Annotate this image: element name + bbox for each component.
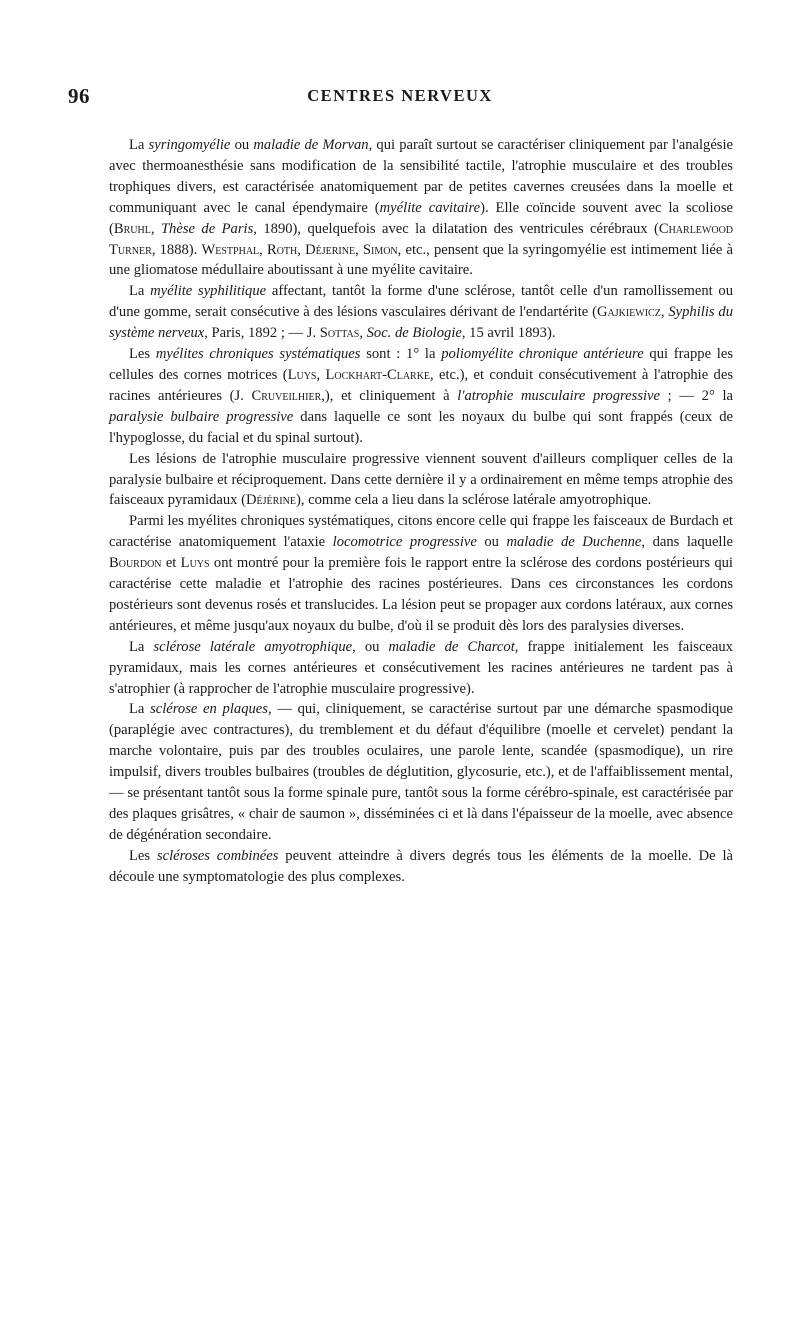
text-run: ; — 2° la (660, 387, 733, 404)
italic-term: myélites chroniques systématiques (155, 346, 361, 363)
author-name: Bourdon (109, 555, 162, 572)
text-run: ont montré pour la première fois le rapport entre la sclérose des cordons postérieurs qui caractérise cette maladie et l'atrophie des racines postérieures. Dans ces circonstances les cordons postérieurs sont devenus rosés et translucides. La lésion peut se propager aux cordons latéraux, aux cornes antérieures, et même jusqu'aux noyaux du bulbe, d'où il se produit dès lors des paralysies diverses. (109, 555, 733, 634)
text-run: Les (129, 346, 156, 363)
text-run: qui frappe les cellules des cornes motrices ( (109, 346, 733, 383)
author-name: Simon (362, 241, 398, 258)
italic-term: maladie de Morvan (253, 137, 369, 153)
page-header (0, 84, 800, 114)
paragraph-ataxie-locomotrice (109, 511, 733, 636)
author-name: Charlewood Turner (109, 220, 734, 258)
paragraph-sclerose-laterale (109, 637, 733, 700)
text-run: La (129, 137, 149, 153)
italic-term: scléroses combinées (156, 847, 279, 864)
paragraph-syringomyelie (109, 135, 733, 281)
text-run: La (129, 701, 151, 718)
italic-term: Syphilis du système nerveux (109, 304, 733, 342)
text-run: ,), et cliniquement à (321, 387, 458, 404)
text-run: , frappe initialement les faisceaux pyramidaux, mais les cornes antérieures et consécutivement les racines antérieures ne tardent pas à s'atrophier (à rapprocher de l'atrophie musculaire progressive). (109, 638, 733, 697)
text-run: , (359, 325, 367, 342)
text-run: , dans laquelle (641, 534, 734, 551)
text-run: ou (230, 137, 254, 153)
text-run: , (150, 220, 161, 237)
italic-term: sclérose en plaques (150, 701, 268, 718)
text-run: affectant, tantôt la forme d'une sclérose, tantôt celle d'un ramollissement ou d'une gomme, serait consécutive à des lésions vasculaires dérivant de l'endartérite ( (109, 283, 733, 321)
text-run: , (660, 304, 669, 321)
italic-term: sclérose latérale amyotrophique (153, 638, 353, 655)
author-name: Luys (287, 366, 317, 383)
text-run: , 1888). (151, 241, 202, 258)
author-name: Sottas (319, 325, 360, 342)
author-name: Déjérine (245, 492, 296, 509)
author-name: Déjerine (305, 241, 356, 258)
text-run: Les (129, 847, 157, 864)
italic-term: myélite syphilitique (150, 283, 267, 300)
author-name: Luys (180, 555, 210, 572)
italic-term: locomotrice progressive (332, 534, 477, 551)
text-run: La (129, 283, 151, 300)
text-run: , 15 avril 1893). (461, 325, 556, 342)
paragraph-sclerose-en-plaques (109, 699, 733, 845)
text-run: , qui paraît surtout se caractériser cliniquement par l'analgésie avec thermoanesthésie sans modification de la sensibilité tactile, l'atrophie musculaire et des troubles trophiques divers, est caractérisée anatomiquement par de petites cavernes creusées dans la moelle et communiquant avec le canal épendymaire ( (109, 137, 734, 216)
text-run: et (161, 555, 181, 572)
author-name: Cruveilhier (251, 387, 322, 404)
text-run: ). Elle coïncide souvent avec la scoliose ( (109, 199, 733, 237)
text-run: , (316, 366, 326, 383)
author-name: Bruhl (113, 220, 151, 237)
text-run: , ou (352, 638, 389, 655)
paragraph-myelites-chroniques (109, 344, 733, 449)
author-name: Westphal (201, 241, 260, 258)
text-run: ou (476, 534, 507, 551)
text-run: , (355, 241, 363, 258)
italic-term: Thèse de Paris (160, 220, 254, 237)
author-name: Gajkiewicz (596, 304, 661, 321)
paragraph-scleroses-combinees (109, 846, 733, 888)
running-title: CENTRES NERVEUX (307, 86, 493, 105)
text-run: Parmi les myélites chroniques systématiques, citons encore celle qui frappe les faisceaux de Burdach et caractérise anatomiquement l'ataxie (109, 513, 733, 551)
text-run: peuvent atteindre à divers degrés tous les éléments de la moelle. De là découle une symptomatologie des plus complexes. (109, 847, 733, 885)
text-run: , (259, 241, 267, 258)
text-run: sont : 1° la (360, 346, 442, 363)
text-run: , (297, 241, 306, 258)
italic-term: Soc. de Biologie (366, 325, 462, 342)
text-run: La (129, 638, 154, 655)
italic-term: maladie de Charcot (388, 638, 515, 655)
author-name: Lockhart-Clarke (325, 366, 431, 383)
text-run: , etc.), et conduit consécutivement à l'atrophie des racines antérieures (J. (109, 366, 733, 404)
text-run: , 1890), quelquefois avec la dilatation des ventricules cérébraux ( (253, 220, 659, 237)
italic-term: maladie de Duchenne (506, 534, 642, 551)
italic-term: paralysie bulbaire progressive (109, 408, 294, 425)
text-run: dans laquelle ce sont les noyaux du bulbe qui sont frappés (ceux de l'hypoglosse, du facial et du spinal surtout). (109, 408, 733, 446)
body-text (109, 135, 733, 888)
italic-term: myélite cavitaire (379, 199, 481, 216)
text-run: Les lésions de l'atrophie musculaire progressive viennent souvent d'ailleurs compliquer celles de la paralysie bulbaire et réciproquement. Dans cette dernière il y a ordinairement en même temps atrophie des faisceaux pyramidaux ( (109, 450, 733, 509)
text-run: ), comme cela a lieu dans la sclérose latérale amyotrophique. (295, 492, 652, 509)
page-number: 96 (68, 84, 90, 108)
paragraph-atrophie-paralysie (109, 449, 733, 512)
italic-term: poliomyélite chronique antérieure (441, 346, 644, 363)
paragraph-myelite-syphilitique (109, 281, 733, 344)
italic-term: l'atrophie musculaire progressive (457, 387, 661, 404)
italic-term: syringomyélie (148, 137, 231, 153)
author-name: Roth (266, 241, 298, 258)
text-run: , — qui, cliniquement, se caractérise surtout par une démarche spasmodique (paraplégie avec contractures), du tremblement et du défaut d'équilibre (moelle et cervelet) pendant la marche volontaire, puis par des troubles oculaires, une parole lente, scandée (spasmodique), un rire impulsif, divers troubles bulbaires (troubles de déglutition, glycosurie, etc.), et de l'affaiblissement mental, — se présentant tantôt sous la forme spinale pure, tantôt sous la forme cérébro-spinale, est caractérisée par des plaques grisâtres, « chair de saumon », disséminées ci et là dans l'épaisseur de la moelle, avec absence de dégénération secondaire. (109, 701, 733, 843)
text-run: , etc., pensent que la syringomyélie est intimement liée à une gliomatose médullaire aboutissant à une myélite cavitaire. (109, 241, 733, 279)
text-run: , Paris, 1892 ; — J. (204, 325, 320, 342)
